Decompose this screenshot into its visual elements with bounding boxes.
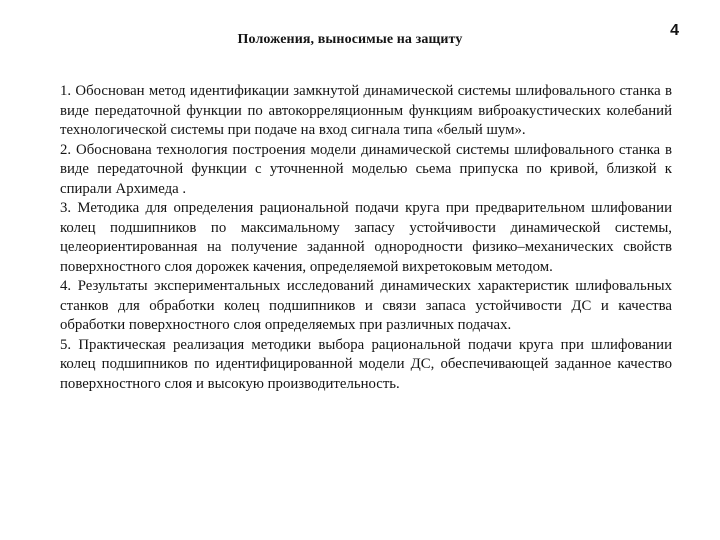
theses-list — [60, 82, 672, 394]
thesis-item: 2. Обоснована технология построения модели динамической системы шлифовального станка в виде передаточной функции с уточненной моделью сьема припуска по кривой, близкой к спирали Архимеда . — [60, 141, 672, 197]
page-number: 4 — [670, 22, 679, 39]
thesis-item: 5. Практическая реализация методики выбора рациональной подачи круга при шлифовании колец подшипников по идентифицированной модели ДС, обеспечивающей заданное качество поверхностного слоя и высокую производительность. — [60, 336, 672, 392]
thesis-item: 3. Методика для определения рациональной подачи круга при предварительном шлифовании колец подшипников по максимальному запасу устойчивости динамической системы, целеориентированная на получение заданной однородности физико–механических свойств поверхностного слоя дорожек качения, определяемой вихретоковым методом. — [60, 200, 672, 275]
thesis-item: 4. Результаты экспериментальных исследований динамических характеристик шлифовальных станков для обработки колец подшипников и связи запаса устойчивости ДС и качества обработки поверхностного слоя определяемых при различных подачах. — [60, 278, 672, 333]
thesis-item: 1. Обоснован метод идентификации замкнутой динамической системы шлифовального станка в виде передаточной функции по автокорреляционным функциям виброакустических колебаний технологической системы при подаче на вход сигнала типа «белый шум». — [60, 83, 672, 138]
page-title: Положения, выносимые на защиту — [237, 32, 463, 47]
